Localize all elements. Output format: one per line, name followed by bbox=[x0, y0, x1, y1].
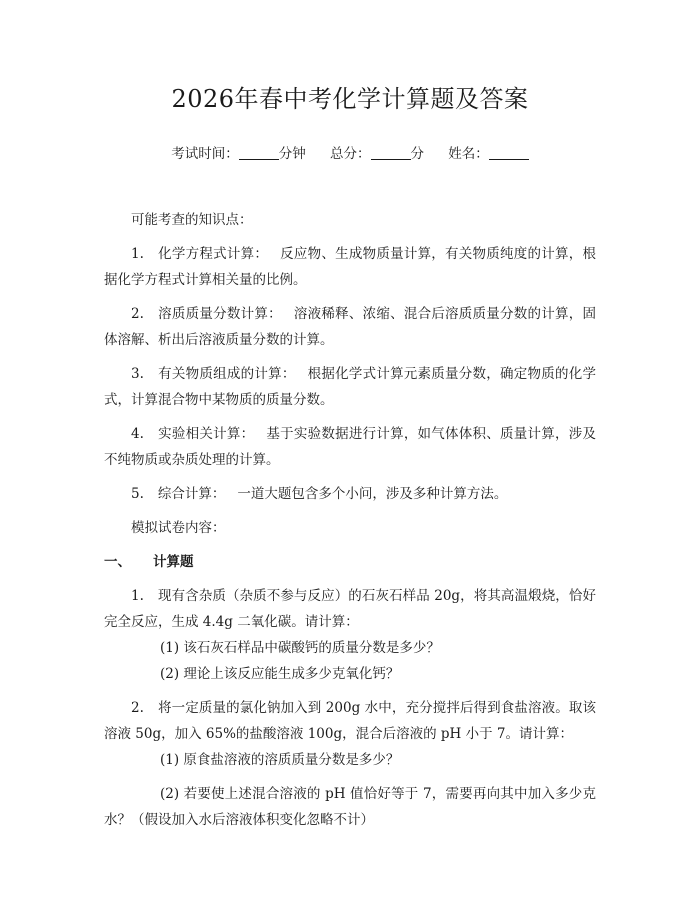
total-score-field bbox=[330, 144, 424, 164]
knowledge-heading: 可能考查的知识点： bbox=[131, 212, 253, 228]
exam-info-line bbox=[104, 144, 596, 164]
question bbox=[104, 583, 596, 635]
item-lead: 溶质质量分数计算： bbox=[157, 306, 282, 322]
sub-question: (1) 该石灰石样品中碳酸钙的质量分数是多少？ bbox=[160, 640, 440, 656]
item-text: 一道大题包含多个小问，涉及多种计算方法。 bbox=[237, 486, 508, 502]
exam-time-field bbox=[171, 144, 306, 164]
sub-question: (2) 若要使上述混合溶液的 pH 值恰好等于 7，需要再向其中加入多少克水？（假设加入水后溶液体积变化忽略不计） bbox=[104, 786, 596, 828]
total-score-unit: 分 bbox=[410, 146, 424, 162]
item-number: 1. bbox=[131, 246, 144, 262]
question-text: 现有含杂质（杂质不参与反应）的石灰石样品 20g，将其高温煅烧，恰好完全反应，生成 4.4g 二氧化碳。请计算： bbox=[104, 588, 596, 630]
question-number: 2. bbox=[131, 700, 144, 716]
knowledge-item bbox=[104, 481, 596, 507]
item-lead: 有关物质组成的计算： bbox=[157, 366, 296, 382]
item-text: 溶液稀释、浓缩、混合后溶质质量分数的计算，固体溶解、析出后溶液质量分数的计算。 bbox=[104, 306, 597, 348]
student-name-blank bbox=[489, 145, 529, 160]
item-text: 基于实验数据进行计算，如气体体积、质量计算，涉及不纯物质或杂质处理的计算。 bbox=[104, 426, 597, 468]
section-title: 计算题 bbox=[153, 554, 194, 570]
question-text: 将一定质量的氯化钠加入到 200g 水中，充分搅拌后得到食盐溶液。取该溶液 50g，加入 65%的盐酸溶液 100g，混合后溶液的 pH 小于 7。请计算： bbox=[104, 700, 596, 742]
sub-question: (1) 原食盐溶液的溶质质量分数是多少？ bbox=[160, 752, 400, 768]
section-heading bbox=[104, 549, 596, 575]
question-number: 1. bbox=[131, 588, 144, 604]
question bbox=[104, 695, 596, 747]
item-number: 2. bbox=[131, 306, 144, 322]
exam-time-unit: 分钟 bbox=[278, 146, 306, 162]
item-lead: 化学方程式计算： bbox=[157, 246, 269, 262]
student-name-field bbox=[448, 144, 529, 164]
item-number: 3. bbox=[131, 366, 144, 382]
knowledge-item bbox=[104, 241, 596, 293]
item-text: 根据化学式计算元素质量分数，确定物质的化学式，计算混合物中某物质的质量分数。 bbox=[104, 366, 597, 408]
total-score-label: 总分： bbox=[330, 146, 371, 162]
exam-time-blank bbox=[239, 145, 279, 160]
item-number: 5. bbox=[131, 486, 144, 502]
knowledge-item bbox=[104, 421, 596, 473]
knowledge-item bbox=[104, 301, 596, 353]
sub-question: (2) 理论上该反应能生成多少克氧化钙？ bbox=[160, 666, 400, 682]
mock-exam-heading: 模拟试卷内容： bbox=[131, 520, 226, 536]
item-lead: 综合计算： bbox=[157, 486, 226, 502]
item-text: 反应物、生成物质量计算，有关物质纯度的计算，根据化学方程式计算相关量的比例。 bbox=[104, 246, 597, 288]
student-name-label: 姓名： bbox=[448, 146, 489, 162]
item-lead: 实验相关计算： bbox=[157, 426, 255, 442]
knowledge-item bbox=[104, 361, 596, 413]
item-number: 4. bbox=[131, 426, 144, 442]
total-score-blank bbox=[371, 145, 411, 160]
exam-time-label: 考试时间： bbox=[171, 146, 239, 162]
section-number: 一、 bbox=[104, 554, 131, 570]
document-title: 2026年春中考化学计算题及答案 bbox=[171, 85, 529, 113]
